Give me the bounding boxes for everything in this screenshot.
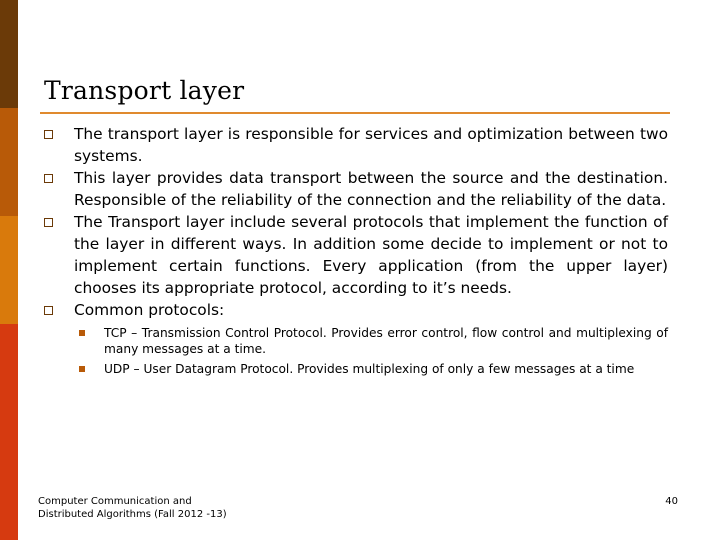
side-bar-segment xyxy=(0,216,18,324)
bullet-text: This layer provides data transport between the source and the destination. Responsible of the reliability of the connection and the reliability of the data. xyxy=(74,169,668,209)
slide-title: Transport layer xyxy=(44,76,245,105)
square-bullet-icon xyxy=(44,130,53,139)
side-color-bar xyxy=(0,0,18,540)
side-bar-segment xyxy=(0,324,18,540)
list-item xyxy=(44,299,668,321)
square-bullet-icon xyxy=(44,174,53,183)
side-bar-segment xyxy=(0,0,18,108)
list-item xyxy=(44,123,668,167)
page-number: 40 xyxy=(665,496,678,507)
square-bullet-icon xyxy=(44,306,53,315)
sub-bullet-text: TCP – Transmission Control Protocol. Provides error control, flow control and multiplexing of many messages at a time. xyxy=(104,326,668,356)
side-bar-segment xyxy=(0,108,18,216)
sub-bullet-text: UDP – User Datagram Protocol. Provides multiplexing of only a few messages at a time xyxy=(104,362,635,376)
list-item xyxy=(44,167,668,211)
bullet-text: The transport layer is responsible for services and optimization between two systems. xyxy=(74,125,668,165)
filled-square-bullet-icon xyxy=(79,366,85,372)
title-underline xyxy=(40,112,670,114)
bullet-text: Common protocols: xyxy=(74,301,225,319)
square-bullet-icon xyxy=(44,218,53,227)
filled-square-bullet-icon xyxy=(79,330,85,336)
bullet-list xyxy=(44,123,668,381)
list-item xyxy=(74,361,668,377)
sub-bullet-list xyxy=(74,325,668,377)
bullet-text: The Transport layer include several protocols that implement the function of the layer in different ways. In addition some decide to implement or not to implement certain functions. Every application (from the upper layer) chooses its appropriate protocol, according to it’s needs. xyxy=(74,213,668,297)
slide-footer: Computer Communication and Distributed Algorithms (Fall 2012 -13) xyxy=(38,496,227,520)
list-item xyxy=(74,325,668,357)
list-item xyxy=(44,211,668,299)
